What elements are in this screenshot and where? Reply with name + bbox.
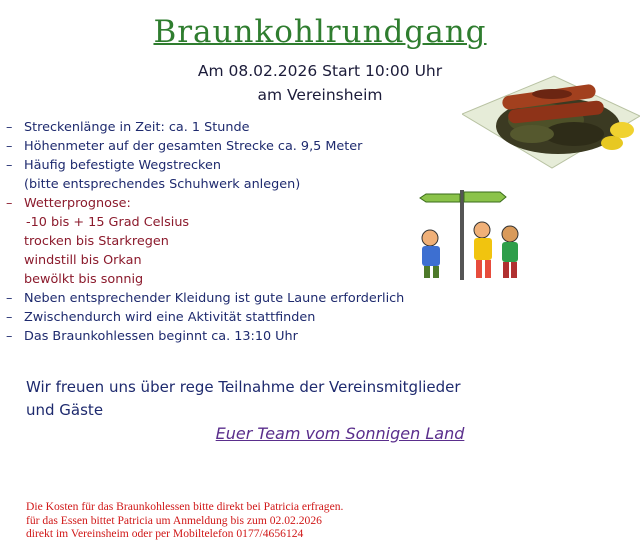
dash-bullet: – bbox=[6, 120, 13, 135]
weather-line: -10 bis + 15 Grad Celsius bbox=[26, 215, 190, 230]
footer-line: für das Essen bittet Patricia um Anmeldung bis zum 02.02.2026 bbox=[26, 513, 322, 527]
footer-line: Die Kosten für das Braunkohlessen bitte direkt bei Patricia erfragen. bbox=[26, 500, 344, 513]
weather-line: windstill bis Orkan bbox=[24, 253, 142, 268]
list-item: – Wetterprognose: bbox=[6, 196, 131, 211]
dash-bullet: – bbox=[6, 329, 13, 344]
dash-bullet: – bbox=[6, 158, 13, 173]
list-item: – Streckenlänge in Zeit: ca. 1 Stunde bbox=[6, 120, 250, 135]
closing-line: Wir freuen uns über rege Teilnahme der Vereinsmitglieder bbox=[26, 378, 461, 396]
team-signature: Euer Team vom Sonnigen Land bbox=[215, 424, 465, 443]
dash-bullet: – bbox=[6, 196, 13, 211]
dash-bullet: – bbox=[6, 291, 13, 306]
flyer-title: Braunkohlrundgang bbox=[153, 14, 487, 50]
info-list bbox=[6, 118, 546, 346]
date-time-line: Am 08.02.2026 Start 10:00 Uhr bbox=[197, 62, 443, 80]
dash-bullet: – bbox=[6, 310, 13, 325]
list-item: – Das Braunkohlessen beginnt ca. 13:10 Uhr bbox=[6, 329, 298, 344]
footer-notice bbox=[26, 500, 626, 541]
list-item: – Häufig befestigte Wegstrecken bbox=[6, 158, 221, 173]
footer-line: direkt im Vereinsheim oder per Mobiltelefon 0177/4656124 bbox=[26, 527, 304, 540]
closing-line: und Gäste bbox=[26, 401, 104, 419]
list-item: – Zwischendurch wird eine Aktivität stattfinden bbox=[6, 310, 316, 325]
dash-bullet: – bbox=[6, 139, 13, 154]
weather-line: trocken bis Starkregen bbox=[24, 234, 169, 249]
list-item-continuation: (bitte entsprechendes Schuhwerk anlegen) bbox=[24, 177, 301, 192]
weather-line: bewölkt bis sonnig bbox=[24, 272, 144, 287]
location-line: am Vereinsheim bbox=[257, 86, 383, 104]
list-item: – Neben entsprechender Kleidung ist gute Laune erforderlich bbox=[6, 291, 405, 306]
list-item: – Höhenmeter auf der gesamten Strecke ca. 9,5 Meter bbox=[6, 139, 363, 154]
closing-message bbox=[26, 376, 626, 422]
